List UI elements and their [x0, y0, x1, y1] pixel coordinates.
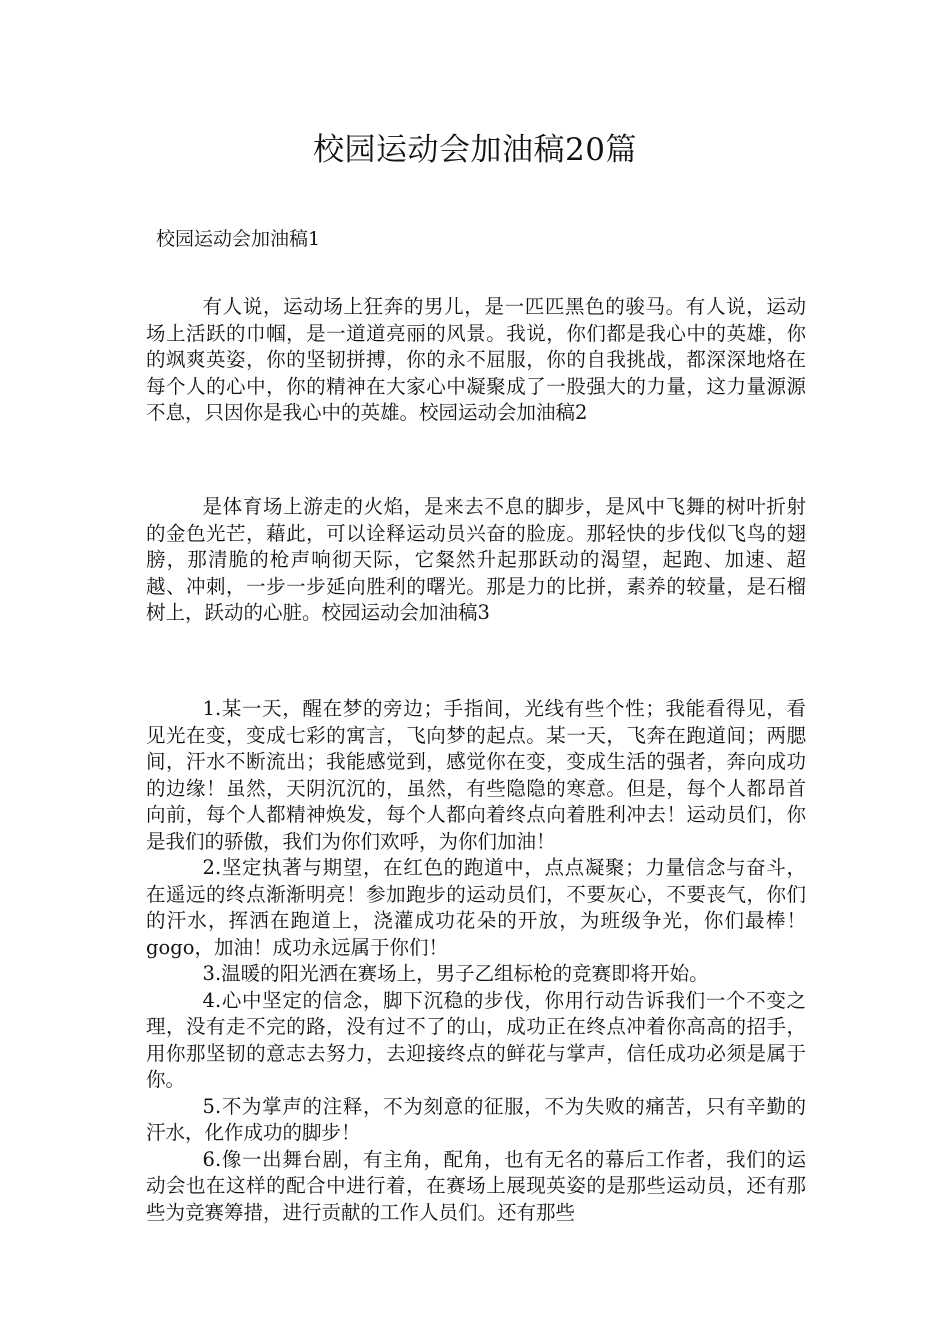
essay-2	[146, 494, 806, 627]
document-title: 校园运动会加油稿20篇	[313, 132, 637, 168]
essay-2-text: 是体育场上游走的火焰，是来去不息的脚步，是风中飞舞的树叶折射的金色光芒，藉此，可以诠释运动员兴奋的脸庞。那轻快的步伐似飞鸟的翅膀，那清脆的枪声响彻天际，它粲然升起那跃动的渴望，起跑、加速、超越、冲刺，一步一步延向胜利的曙光。那是力的比拼，素养的较量，是石榴树上，跃动的心脏。	[146, 495, 806, 624]
essay-1	[146, 294, 806, 427]
essay-3-item-2: 2.坚定执著与期望，在红色的跑道中，点点凝聚；力量信念与奋斗，在遥远的终点渐渐明亮！参加跑步的运动员们，不要灰心，不要丧气，你们的汗水，挥洒在跑道上，浇灌成功花朵的开放，为班级争光，你们最棒！gogo，加油！成功永远属于你们！	[146, 856, 806, 959]
essay-3-item-6: 6.像一出舞台剧，有主角，配角，也有无名的幕后工作者，我们的运动会也在这样的配合中进行着，在赛场上展现英姿的是那些运动员，还有那些为竞赛筹措，进行贡献的工作人员们。还有那些	[146, 1147, 806, 1224]
essay-1-paragraph	[146, 294, 806, 427]
section-heading-3: 校园运动会加油稿3	[321, 601, 490, 624]
essay-2-paragraph	[146, 494, 806, 627]
essay-3-item-5: 5.不为掌声的注释，不为刻意的征服，不为失败的痛苦，只有辛勤的汗水，化作成功的脚步！	[146, 1094, 806, 1144]
essay-3-item-1: 1.某一天，醒在梦的旁边；手指间，光线有些个性；我能看得见，看见光在变，变成七彩的寓言，飞向梦的起点。某一天，飞奔在跑道间；两腮间，汗水不断流出；我能感觉到，感觉你在变，变成生活的强者，奔向成功的边缘！虽然，天阴沉沉的，虽然，有些隐隐的寒意。但是，每个人都昂首向前，每个人都精神焕发，每个人都向着终点向着胜利冲去！运动员们，你是我们的骄傲，我们为你们欢呼，为你们加油！	[146, 697, 806, 853]
essay-3	[146, 696, 806, 1226]
essay-3-item-3: 3.温暖的阳光洒在赛场上，男子乙组标枪的竞赛即将开始。	[202, 962, 709, 985]
section-heading-1: 校园运动会加油稿1	[156, 228, 321, 250]
essay-1-text: 有人说，运动场上狂奔的男儿，是一匹匹黑色的骏马。有人说，运动场上活跃的巾帼，是一道道亮丽的风景。我说，你们都是我心中的英雄，你的飒爽英姿，你的坚韧拼搏，你的永不屈服，你的自我挑战，都深深地烙在每个人的心中，你的精神在大家心中凝聚成了一股强大的力量，这力量源源不息，只因你是我心中的英雄。	[146, 295, 806, 424]
section-heading-2: 校园运动会加油稿2	[419, 401, 588, 424]
essay-3-item-4: 4.心中坚定的信念，脚下沉稳的步伐，你用行动告诉我们一个不变之理，没有走不完的路，没有过不了的山，成功正在终点冲着你高高的招手，用你那坚韧的意志去努力，去迎接终点的鲜花与掌声，信任成功必须是属于你。	[146, 988, 806, 1091]
